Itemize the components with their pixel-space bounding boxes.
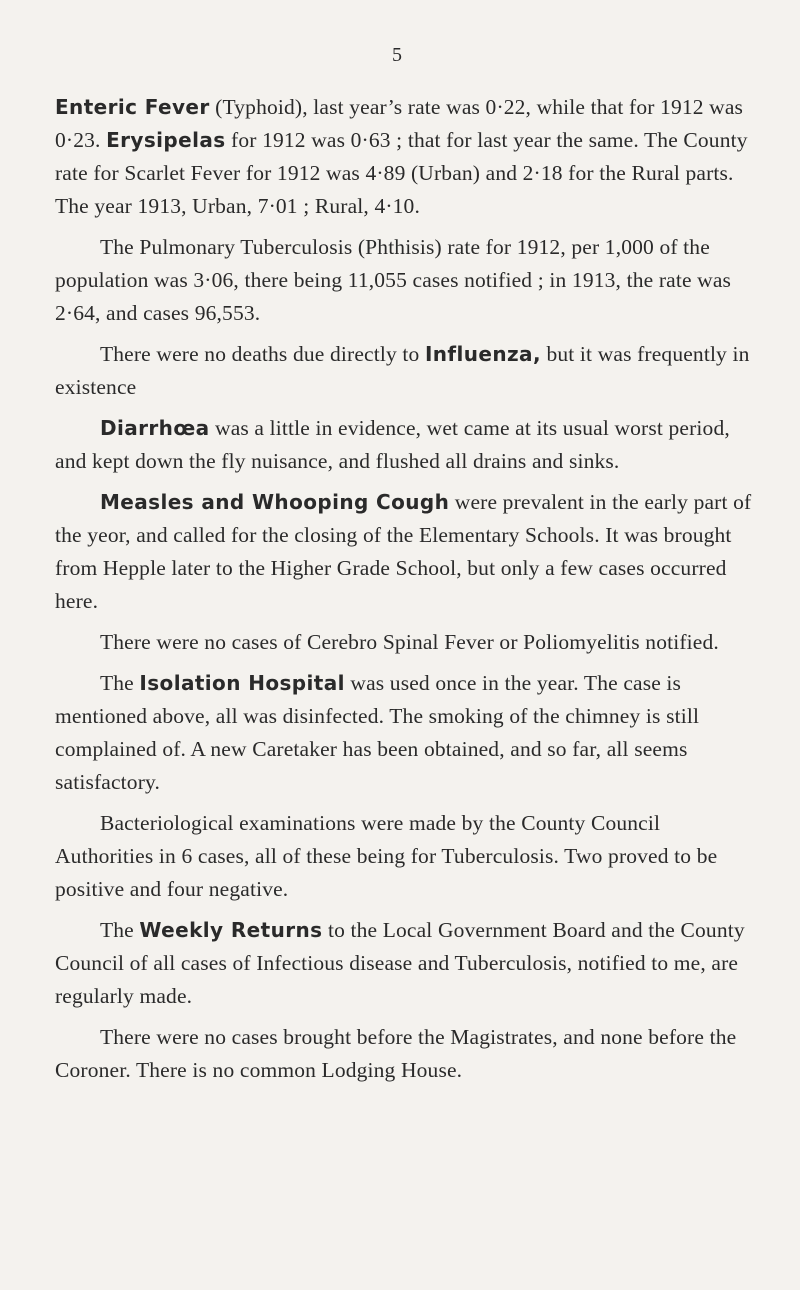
paragraph-text: There were no deaths due directly to [100,342,425,366]
paragraph [55,1021,755,1087]
paragraph-text: The [100,671,140,695]
paragraph-text: There were no cases brought before the Magistrates, and none before the Coroner. There is no common Lodging House. [55,1025,737,1082]
section-heading: Enteric Fever [55,95,210,119]
paragraph [55,338,755,404]
paragraph-text: was used once in the year. The case is mentioned above, all was disinfected. The smoking of the chimney is still complained of. A new Caretaker has been obtained, and so far, all seems satisfactory. [55,671,700,794]
section-heading: Diarrhœa [100,416,210,440]
paragraph [55,91,755,223]
paragraph-text: Bacteriological examinations were made by the County Council Authorities in 6 cases, all of these being for Tuberculosis. Two proved to be positive and four negative. [55,811,718,901]
paragraph-text: There were no cases of Cerebro Spinal Fever or Poliomyelitis notified. [100,630,719,654]
paragraph-text: but it was frequently in existence [55,342,750,399]
section-heading: Weekly Returns [139,918,323,942]
paragraph [55,667,755,799]
section-heading: Erysipelas [106,128,226,152]
page-number: 5 [392,44,402,66]
section-heading: Isolation Hospital [139,671,345,695]
paragraph-text: to the Local Government Board and the County Council of all cases of Infectious disease and Tuberculosis, notified to me, are regularly made. [55,918,745,1008]
paragraph [55,412,755,478]
paragraph-text: was a little in evidence, wet came at its usual worst period, and kept down the fly nuisance, and flushed all drains and sinks. [55,416,730,473]
paragraph-text: The Pulmonary Tuberculosis (Phthisis) rate for 1912, per 1,000 of the population was 3·06, there being 11,055 cases notified ; in 1913, the rate was 2·64, and cases 96,553. [55,235,732,325]
paragraph [55,486,755,618]
paragraph [55,914,755,1013]
paragraph-text: (Typhoid), last year’s rate was 0·22, while that for 1912 was 0·23. [55,95,744,152]
paragraph [55,626,755,659]
paragraph-text: for 1912 was 0·63 ; that for last year the same. The County rate for Scarlet Fever for 1912 was 4·89 (Urban) and 2·18 for the Rural parts. The year 1913, Urban, 7·01 ; Rural, 4·10. [55,128,748,218]
paragraph [55,231,755,330]
section-heading: Influenza, [424,342,541,366]
paragraph [55,807,755,906]
document-body [55,91,755,1095]
paragraph-text: The [100,918,140,942]
section-heading: Measles and Whooping Cough [100,490,450,514]
paragraph-text: were prevalent in the early part of the yeor, and called for the closing of the Elementary Schools. It was brought from Hepple later to the Higher Grade School, but only a few cases occurred here. [55,490,752,613]
